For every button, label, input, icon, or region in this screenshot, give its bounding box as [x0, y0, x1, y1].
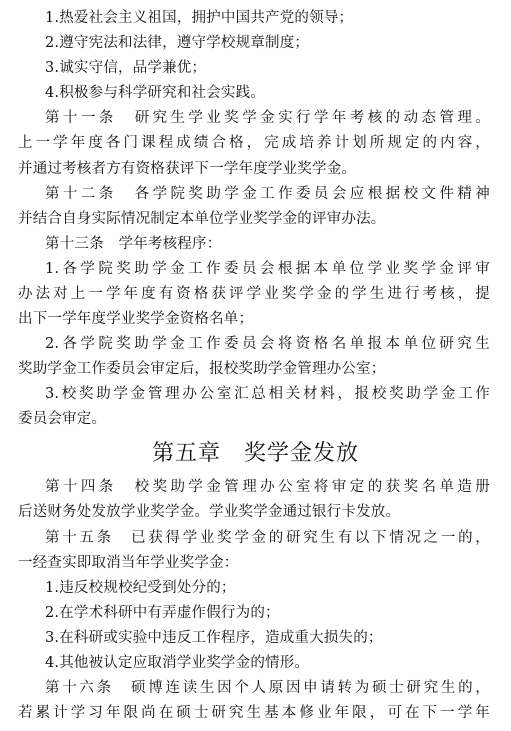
article-16-line-1: 第十六条 硕博连读生因个人原因申请转为硕士研究生的， — [45, 680, 490, 696]
article-13-item-2-line-1: 2.各学院奖助学金工作委员会将资格名单报本单位研究生 — [45, 336, 490, 352]
article-15-item-1: 1.违反校规校纪受到处分的； — [45, 580, 236, 596]
requirement-item-1: 1.热爱社会主义祖国，拥护中国共产党的领导； — [45, 10, 354, 26]
article-11-line-3: 并通过考核者方有资格获评下一学年度学业奖学金。 — [18, 161, 357, 177]
article-15-item-3: 3.在科研或实验中违反工作程序，造成重大损失的； — [45, 630, 383, 646]
article-16-line-2: 若累计学习年限尚在硕士研究生基本修业年限，可在下一学年 — [18, 705, 490, 721]
article-13-item-3-line-2: 委员会审定。 — [18, 411, 107, 427]
article-13-item-2-line-2: 奖助学金工作委员会审定后，报校奖助学金管理办公室； — [18, 361, 386, 377]
article-11-line-1: 第十一条 研究生学业奖学金实行学年考核的动态管理。 — [45, 110, 490, 126]
article-13-item-3-line-1: 3.校奖助学金管理办公室汇总相关材料，报校奖助学金工作 — [45, 386, 490, 402]
article-14-line-1: 第十四条 校奖助学金管理办公室将审定的获奖名单造册 — [45, 479, 490, 495]
requirement-item-4: 4.积极参与科学研究和社会实践。 — [45, 85, 266, 101]
article-13-item-1-line-1: 1.各学院奖助学金工作委员会根据本单位学业奖学金评审 — [45, 261, 490, 277]
article-15-item-2: 2.在学术科研中有弄虚作假行为的； — [45, 605, 280, 621]
requirement-item-2: 2.遵守宪法和法律，遵守学校规章制度； — [45, 35, 310, 51]
article-12-line-1: 第十二条 各学院奖助学金工作委员会应根据校文件精神 — [45, 186, 490, 202]
article-11-line-2: 上一学年度各门课程成绩合格，完成培养计划所规定的内容， — [18, 135, 490, 151]
article-13-heading: 第十三条 学年考核程序： — [45, 236, 222, 252]
article-14-line-2: 后送财务处发放学业奖学金。学业奖学金通过银行卡发放。 — [18, 504, 401, 520]
chapter-title: 第五章 奖学金发放 — [151, 441, 359, 466]
article-13-item-1-line-2: 办法对上一学年度有资格获评学业奖学金的学生进行考核，提 — [18, 286, 490, 302]
article-15-line-1: 第十五条 已获得学业奖学金的研究生有以下情况之一的， — [45, 530, 490, 546]
article-15-item-4: 4.其他被认定应取消学业奖学金的情形。 — [45, 655, 310, 671]
article-15-line-2: 一经查实即取消当年学业奖学金： — [18, 555, 239, 571]
article-13-item-1-line-3: 出下一学年度学业奖学金资格名单； — [18, 311, 254, 327]
article-12-line-2: 并结合自身实际情况制定本单位学业奖学金的评审办法。 — [18, 211, 386, 227]
requirement-item-3: 3.诚实守信，品学兼优； — [45, 60, 207, 76]
